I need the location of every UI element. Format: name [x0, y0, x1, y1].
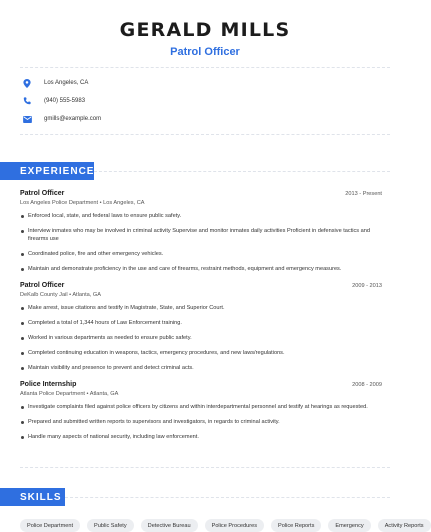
list-item: Coordinated police, fire and other emergency vehicles. [20, 250, 382, 258]
resume-header [0, 0, 410, 58]
skill-tag: Detective Bureau [141, 519, 198, 532]
list-item: Interview inmates who may be involved in criminal activity Supervise and monitor inmates daily activities Proficient in defensive tactics and firearms use [20, 227, 382, 243]
list-item: Worked in various departments as needed to ensure public safety. [20, 334, 382, 342]
divider [94, 171, 390, 172]
contact-email-text: gmills@example.com [44, 116, 102, 122]
skill-tag: Activity Reports [378, 519, 431, 532]
divider [20, 67, 390, 68]
skill-tag: Emergency [328, 519, 370, 532]
job-bullets [20, 212, 382, 273]
job-title-heading: Patrol Officer [170, 46, 240, 58]
contact-email [20, 110, 390, 128]
list-item: Enforced local, state, and federal laws to ensure public safety. [20, 212, 382, 220]
skill-tag: Police Department [20, 519, 80, 532]
list-item: Prepared and submitted written reports to supervisors and investigators, in regards to criminal activity. [20, 418, 382, 426]
job-bullets [20, 403, 382, 441]
job-organization: DeKalb County Jail • Atlanta, GA [20, 292, 101, 298]
job-title: Patrol Officer [20, 282, 65, 289]
job-entry [20, 282, 382, 372]
skill-tag: Police Reports [271, 519, 321, 532]
experience-section-heading: EXPERIENCE [0, 162, 94, 180]
skill-tag: Police Procedures [205, 519, 264, 532]
contact-location-text: Los Angeles, CA [44, 80, 89, 86]
list-item: Completed continuing education in weapons, tactics, emergency procedures, and new laws/regulations. [20, 349, 382, 357]
skill-tag: Public Safety [87, 519, 134, 532]
job-title: Patrol Officer [20, 190, 65, 197]
list-item: Completed a total of 1,344 hours of Law Enforcement training. [20, 319, 382, 327]
list-item: Maintain and demonstrate proficiency in the use and care of firearms, restraint methods, equipment and emergency measures. [20, 265, 382, 273]
divider [20, 134, 390, 135]
job-dates: 2008 - 2009 [352, 382, 382, 388]
list-item: Maintain visibility and presence to prevent and detect criminal acts. [20, 364, 382, 372]
job-title: Police Internship [20, 381, 77, 388]
job-bullets [20, 304, 382, 372]
location-pin-icon [20, 79, 34, 88]
candidate-name: GERALD MILLS [119, 19, 291, 41]
job-dates: 2009 - 2013 [352, 283, 382, 289]
contact-phone [20, 92, 390, 110]
contact-info [20, 79, 390, 135]
list-item: Investigate complaints filed against police officers by citizens and within interdepartmental personnel and testify at hearings as requested. [20, 403, 382, 411]
divider [20, 467, 390, 468]
skills-section-heading: SKILLS [0, 488, 65, 506]
list-item: Handle many aspects of national security, including law enforcement. [20, 433, 382, 441]
job-dates: 2013 - Present [345, 191, 382, 197]
job-entry [20, 190, 382, 273]
job-organization: Atlanta Police Department • Atlanta, GA [20, 391, 119, 397]
divider [65, 497, 390, 498]
email-icon [20, 116, 34, 123]
contact-phone-text: (940) 555-5983 [44, 98, 86, 104]
contact-location [20, 74, 390, 92]
list-item: Make arrest, issue citations and testify in Magistrate, State, and Superior Court. [20, 304, 382, 312]
phone-icon [20, 97, 34, 105]
skills-list [20, 519, 431, 532]
job-organization: Los Angeles Police Department • Los Angeles, CA [20, 200, 145, 206]
job-entry [20, 381, 382, 441]
